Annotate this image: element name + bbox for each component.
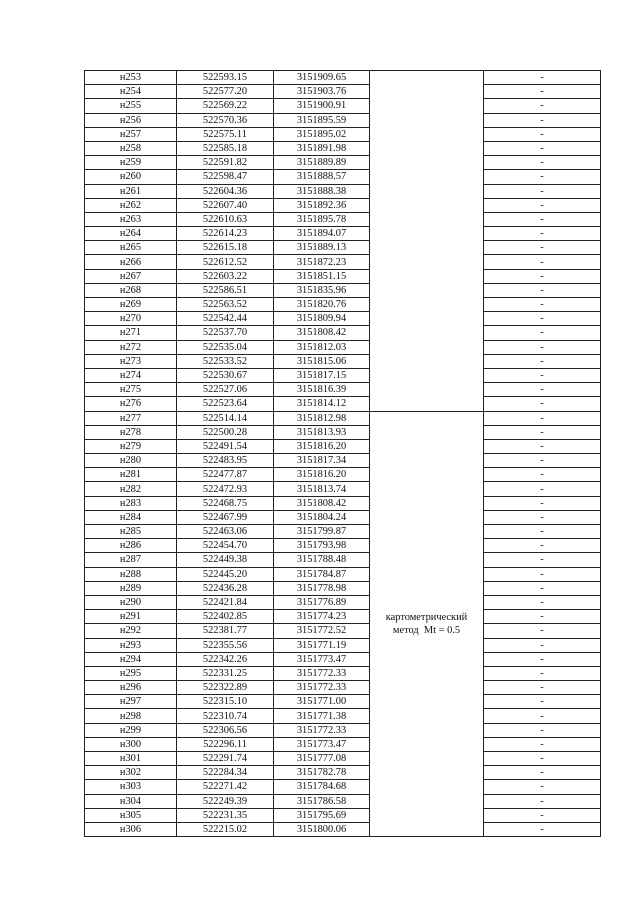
note-cell: - — [484, 581, 601, 595]
y-coordinate-cell: 3151909.65 — [274, 71, 370, 85]
x-coordinate-cell: 522500.28 — [177, 425, 274, 439]
note-cell: - — [484, 695, 601, 709]
point-name-cell: н272 — [85, 340, 177, 354]
y-coordinate-cell: 3151808.42 — [274, 326, 370, 340]
x-coordinate-cell: 522530.67 — [177, 368, 274, 382]
x-coordinate-cell: 522355.56 — [177, 638, 274, 652]
note-cell: - — [484, 525, 601, 539]
y-coordinate-cell: 3151835.96 — [274, 283, 370, 297]
table-row — [85, 737, 601, 751]
y-coordinate-cell: 3151903.76 — [274, 85, 370, 99]
point-name-cell: н269 — [85, 298, 177, 312]
y-coordinate-cell: 3151782.78 — [274, 766, 370, 780]
x-coordinate-cell: 522585.18 — [177, 141, 274, 155]
x-coordinate-cell: 522591.82 — [177, 156, 274, 170]
table-row — [85, 198, 601, 212]
coordinates-table — [84, 70, 601, 837]
x-coordinate-cell: 522381.77 — [177, 624, 274, 638]
table-row — [85, 397, 601, 411]
note-cell: - — [484, 737, 601, 751]
table-row — [85, 241, 601, 255]
table-row — [85, 567, 601, 581]
table-row — [85, 695, 601, 709]
method-cell — [370, 411, 484, 837]
y-coordinate-cell: 3151816.20 — [274, 439, 370, 453]
table-row — [85, 156, 601, 170]
point-name-cell: н287 — [85, 553, 177, 567]
y-coordinate-cell: 3151788.48 — [274, 553, 370, 567]
x-coordinate-cell: 522310.74 — [177, 709, 274, 723]
y-coordinate-cell: 3151808.42 — [274, 496, 370, 510]
point-name-cell: н276 — [85, 397, 177, 411]
table-row — [85, 638, 601, 652]
point-name-cell: н292 — [85, 624, 177, 638]
point-name-cell: н295 — [85, 666, 177, 680]
x-coordinate-cell: 522315.10 — [177, 695, 274, 709]
note-cell: - — [484, 113, 601, 127]
x-coordinate-cell: 522491.54 — [177, 439, 274, 453]
point-name-cell: н278 — [85, 425, 177, 439]
point-name-cell: н301 — [85, 752, 177, 766]
note-cell: - — [484, 681, 601, 695]
point-name-cell: н274 — [85, 368, 177, 382]
x-coordinate-cell: 522615.18 — [177, 241, 274, 255]
x-coordinate-cell: 522614.23 — [177, 227, 274, 241]
point-name-cell: н264 — [85, 227, 177, 241]
table-row — [85, 283, 601, 297]
y-coordinate-cell: 3151773.47 — [274, 652, 370, 666]
y-coordinate-cell: 3151816.20 — [274, 468, 370, 482]
note-cell: - — [484, 510, 601, 524]
note-cell: - — [484, 212, 601, 226]
table-row — [85, 766, 601, 780]
note-cell: - — [484, 156, 601, 170]
x-coordinate-cell: 522569.22 — [177, 99, 274, 113]
x-coordinate-cell: 522612.52 — [177, 255, 274, 269]
y-coordinate-cell: 3151816.39 — [274, 383, 370, 397]
y-coordinate-cell: 3151813.93 — [274, 425, 370, 439]
x-coordinate-cell: 522445.20 — [177, 567, 274, 581]
point-name-cell: н302 — [85, 766, 177, 780]
x-coordinate-cell: 522598.47 — [177, 170, 274, 184]
y-coordinate-cell: 3151776.89 — [274, 595, 370, 609]
note-cell: - — [484, 709, 601, 723]
table-row — [85, 354, 601, 368]
y-coordinate-cell: 3151793.98 — [274, 539, 370, 553]
y-coordinate-cell: 3151786.58 — [274, 794, 370, 808]
x-coordinate-cell: 522284.34 — [177, 766, 274, 780]
note-cell: - — [484, 241, 601, 255]
y-coordinate-cell: 3151799.87 — [274, 525, 370, 539]
y-coordinate-cell: 3151771.38 — [274, 709, 370, 723]
table-row — [85, 510, 601, 524]
point-name-cell: н282 — [85, 482, 177, 496]
point-name-cell: н306 — [85, 822, 177, 836]
x-coordinate-cell: 522231.35 — [177, 808, 274, 822]
note-cell: - — [484, 411, 601, 425]
x-coordinate-cell: 522527.06 — [177, 383, 274, 397]
method-accuracy: метод Mt = 0.5 — [392, 624, 461, 636]
table-row — [85, 411, 601, 425]
note-cell: - — [484, 397, 601, 411]
y-coordinate-cell: 3151800.06 — [274, 822, 370, 836]
y-coordinate-cell: 3151895.02 — [274, 127, 370, 141]
y-coordinate-cell: 3151772.33 — [274, 723, 370, 737]
note-cell: - — [484, 368, 601, 382]
table-row — [85, 454, 601, 468]
note-cell: - — [484, 638, 601, 652]
x-coordinate-cell: 522603.22 — [177, 269, 274, 283]
note-cell: - — [484, 283, 601, 297]
table-row — [85, 383, 601, 397]
y-coordinate-cell: 3151900.91 — [274, 99, 370, 113]
point-name-cell: н257 — [85, 127, 177, 141]
table-row — [85, 340, 601, 354]
table-row — [85, 553, 601, 567]
x-coordinate-cell: 522296.11 — [177, 737, 274, 751]
x-coordinate-cell: 522468.75 — [177, 496, 274, 510]
y-coordinate-cell: 3151889.13 — [274, 241, 370, 255]
table-row — [85, 482, 601, 496]
x-coordinate-cell: 522291.74 — [177, 752, 274, 766]
y-coordinate-cell: 3151892.36 — [274, 198, 370, 212]
note-cell: - — [484, 255, 601, 269]
x-coordinate-cell: 522607.40 — [177, 198, 274, 212]
y-coordinate-cell: 3151817.34 — [274, 454, 370, 468]
point-name-cell: н262 — [85, 198, 177, 212]
point-name-cell: н261 — [85, 184, 177, 198]
table-row — [85, 298, 601, 312]
point-name-cell: н258 — [85, 141, 177, 155]
note-cell: - — [484, 610, 601, 624]
table-row — [85, 496, 601, 510]
point-name-cell: н275 — [85, 383, 177, 397]
x-coordinate-cell: 522249.39 — [177, 794, 274, 808]
y-coordinate-cell: 3151815.06 — [274, 354, 370, 368]
table-row — [85, 822, 601, 836]
y-coordinate-cell: 3151894.07 — [274, 227, 370, 241]
x-coordinate-cell: 522342.26 — [177, 652, 274, 666]
note-cell: - — [484, 269, 601, 283]
note-cell: - — [484, 184, 601, 198]
y-coordinate-cell: 3151889.89 — [274, 156, 370, 170]
x-coordinate-cell: 522575.11 — [177, 127, 274, 141]
table-row — [85, 525, 601, 539]
table-row — [85, 610, 601, 624]
point-name-cell: н283 — [85, 496, 177, 510]
y-coordinate-cell: 3151895.59 — [274, 113, 370, 127]
table-row — [85, 255, 601, 269]
y-coordinate-cell: 3151777.08 — [274, 752, 370, 766]
y-coordinate-cell: 3151895.78 — [274, 212, 370, 226]
note-cell: - — [484, 624, 601, 638]
table-row — [85, 581, 601, 595]
y-coordinate-cell: 3151784.68 — [274, 780, 370, 794]
x-coordinate-cell: 522467.99 — [177, 510, 274, 524]
point-name-cell: н303 — [85, 780, 177, 794]
point-name-cell: н300 — [85, 737, 177, 751]
x-coordinate-cell: 522533.52 — [177, 354, 274, 368]
y-coordinate-cell: 3151772.33 — [274, 666, 370, 680]
note-cell: - — [484, 454, 601, 468]
table-row — [85, 723, 601, 737]
table-row — [85, 99, 601, 113]
table-row — [85, 212, 601, 226]
x-coordinate-cell: 522537.70 — [177, 326, 274, 340]
y-coordinate-cell: 3151812.03 — [274, 340, 370, 354]
point-name-cell: н273 — [85, 354, 177, 368]
x-coordinate-cell: 522477.87 — [177, 468, 274, 482]
table-row — [85, 326, 601, 340]
note-cell: - — [484, 780, 601, 794]
table-row — [85, 439, 601, 453]
note-cell: - — [484, 468, 601, 482]
x-coordinate-cell: 522322.89 — [177, 681, 274, 695]
point-name-cell: н259 — [85, 156, 177, 170]
note-cell: - — [484, 170, 601, 184]
note-cell: - — [484, 326, 601, 340]
point-name-cell: н260 — [85, 170, 177, 184]
y-coordinate-cell: 3151872.23 — [274, 255, 370, 269]
point-name-cell: н265 — [85, 241, 177, 255]
y-coordinate-cell: 3151784.87 — [274, 567, 370, 581]
x-coordinate-cell: 522402.85 — [177, 610, 274, 624]
y-coordinate-cell: 3151888.38 — [274, 184, 370, 198]
y-coordinate-cell: 3151820.76 — [274, 298, 370, 312]
table-row — [85, 681, 601, 695]
y-coordinate-cell: 3151809.94 — [274, 312, 370, 326]
x-coordinate-cell: 522421.84 — [177, 595, 274, 609]
note-cell: - — [484, 227, 601, 241]
method-name: картометрический — [385, 611, 468, 623]
note-cell: - — [484, 822, 601, 836]
x-coordinate-cell: 522483.95 — [177, 454, 274, 468]
note-cell: - — [484, 425, 601, 439]
note-cell: - — [484, 127, 601, 141]
table-row — [85, 170, 601, 184]
table-row — [85, 127, 601, 141]
point-name-cell: н279 — [85, 439, 177, 453]
note-cell: - — [484, 553, 601, 567]
point-name-cell: н284 — [85, 510, 177, 524]
x-coordinate-cell: 522454.70 — [177, 539, 274, 553]
table-row — [85, 113, 601, 127]
x-coordinate-cell: 522215.02 — [177, 822, 274, 836]
table-row — [85, 794, 601, 808]
point-name-cell: н289 — [85, 581, 177, 595]
x-coordinate-cell: 522514.14 — [177, 411, 274, 425]
note-cell: - — [484, 752, 601, 766]
table-row — [85, 709, 601, 723]
y-coordinate-cell: 3151774.23 — [274, 610, 370, 624]
y-coordinate-cell: 3151813.74 — [274, 482, 370, 496]
note-cell: - — [484, 312, 601, 326]
note-cell: - — [484, 340, 601, 354]
note-cell: - — [484, 85, 601, 99]
table-row — [85, 666, 601, 680]
note-cell: - — [484, 198, 601, 212]
table-row — [85, 780, 601, 794]
note-cell: - — [484, 766, 601, 780]
point-name-cell: н304 — [85, 794, 177, 808]
x-coordinate-cell: 522577.20 — [177, 85, 274, 99]
y-coordinate-cell: 3151817.15 — [274, 368, 370, 382]
note-cell: - — [484, 808, 601, 822]
point-name-cell: н299 — [85, 723, 177, 737]
point-name-cell: н305 — [85, 808, 177, 822]
note-cell: - — [484, 539, 601, 553]
point-name-cell: н256 — [85, 113, 177, 127]
table-row — [85, 624, 601, 638]
x-coordinate-cell: 522570.36 — [177, 113, 274, 127]
note-cell: - — [484, 794, 601, 808]
x-coordinate-cell: 522586.51 — [177, 283, 274, 297]
table-row — [85, 227, 601, 241]
x-coordinate-cell: 522472.93 — [177, 482, 274, 496]
note-cell: - — [484, 652, 601, 666]
y-coordinate-cell: 3151891.98 — [274, 141, 370, 155]
y-coordinate-cell: 3151773.47 — [274, 737, 370, 751]
x-coordinate-cell: 522436.28 — [177, 581, 274, 595]
table-row — [85, 595, 601, 609]
method-cell-empty — [370, 71, 484, 412]
point-name-cell: н298 — [85, 709, 177, 723]
y-coordinate-cell: 3151771.19 — [274, 638, 370, 652]
y-coordinate-cell: 3151795.69 — [274, 808, 370, 822]
point-name-cell: н277 — [85, 411, 177, 425]
y-coordinate-cell: 3151772.52 — [274, 624, 370, 638]
point-name-cell: н280 — [85, 454, 177, 468]
note-cell: - — [484, 439, 601, 453]
table-row — [85, 269, 601, 283]
y-coordinate-cell: 3151778.98 — [274, 581, 370, 595]
note-cell: - — [484, 383, 601, 397]
x-coordinate-cell: 522449.38 — [177, 553, 274, 567]
table-row — [85, 652, 601, 666]
point-name-cell: н255 — [85, 99, 177, 113]
note-cell: - — [484, 482, 601, 496]
x-coordinate-cell: 522463.06 — [177, 525, 274, 539]
x-coordinate-cell: 522523.64 — [177, 397, 274, 411]
note-cell: - — [484, 595, 601, 609]
point-name-cell: н268 — [85, 283, 177, 297]
table-row — [85, 808, 601, 822]
point-name-cell: н281 — [85, 468, 177, 482]
x-coordinate-cell: 522271.42 — [177, 780, 274, 794]
point-name-cell: н294 — [85, 652, 177, 666]
point-name-cell: н293 — [85, 638, 177, 652]
note-cell: - — [484, 666, 601, 680]
y-coordinate-cell: 3151814.12 — [274, 397, 370, 411]
point-name-cell: н288 — [85, 567, 177, 581]
note-cell: - — [484, 71, 601, 85]
point-name-cell: н270 — [85, 312, 177, 326]
point-name-cell: н271 — [85, 326, 177, 340]
x-coordinate-cell: 522542.44 — [177, 312, 274, 326]
note-cell: - — [484, 298, 601, 312]
table-row — [85, 184, 601, 198]
point-name-cell: н290 — [85, 595, 177, 609]
note-cell: - — [484, 141, 601, 155]
table-row — [85, 752, 601, 766]
table-row — [85, 312, 601, 326]
y-coordinate-cell: 3151888.57 — [274, 170, 370, 184]
point-name-cell: н297 — [85, 695, 177, 709]
table-row — [85, 368, 601, 382]
note-cell: - — [484, 567, 601, 581]
table-row — [85, 539, 601, 553]
y-coordinate-cell: 3151851.15 — [274, 269, 370, 283]
point-name-cell: н266 — [85, 255, 177, 269]
coordinates-table-body — [85, 71, 601, 837]
x-coordinate-cell: 522610.63 — [177, 212, 274, 226]
note-cell: - — [484, 99, 601, 113]
point-name-cell: н296 — [85, 681, 177, 695]
x-coordinate-cell: 522535.04 — [177, 340, 274, 354]
x-coordinate-cell: 522604.36 — [177, 184, 274, 198]
note-cell: - — [484, 354, 601, 368]
note-cell: - — [484, 496, 601, 510]
point-name-cell: н286 — [85, 539, 177, 553]
x-coordinate-cell: 522331.25 — [177, 666, 274, 680]
table-row — [85, 85, 601, 99]
point-name-cell: н285 — [85, 525, 177, 539]
point-name-cell: н263 — [85, 212, 177, 226]
y-coordinate-cell: 3151772.33 — [274, 681, 370, 695]
y-coordinate-cell: 3151812.98 — [274, 411, 370, 425]
point-name-cell: н254 — [85, 85, 177, 99]
x-coordinate-cell: 522306.56 — [177, 723, 274, 737]
point-name-cell: н291 — [85, 610, 177, 624]
table-row — [85, 141, 601, 155]
y-coordinate-cell: 3151771.00 — [274, 695, 370, 709]
y-coordinate-cell: 3151804.24 — [274, 510, 370, 524]
point-name-cell: н253 — [85, 71, 177, 85]
note-cell: - — [484, 723, 601, 737]
table-row — [85, 468, 601, 482]
point-name-cell: н267 — [85, 269, 177, 283]
x-coordinate-cell: 522563.52 — [177, 298, 274, 312]
table-row — [85, 71, 601, 85]
x-coordinate-cell: 522593.15 — [177, 71, 274, 85]
table-row — [85, 425, 601, 439]
